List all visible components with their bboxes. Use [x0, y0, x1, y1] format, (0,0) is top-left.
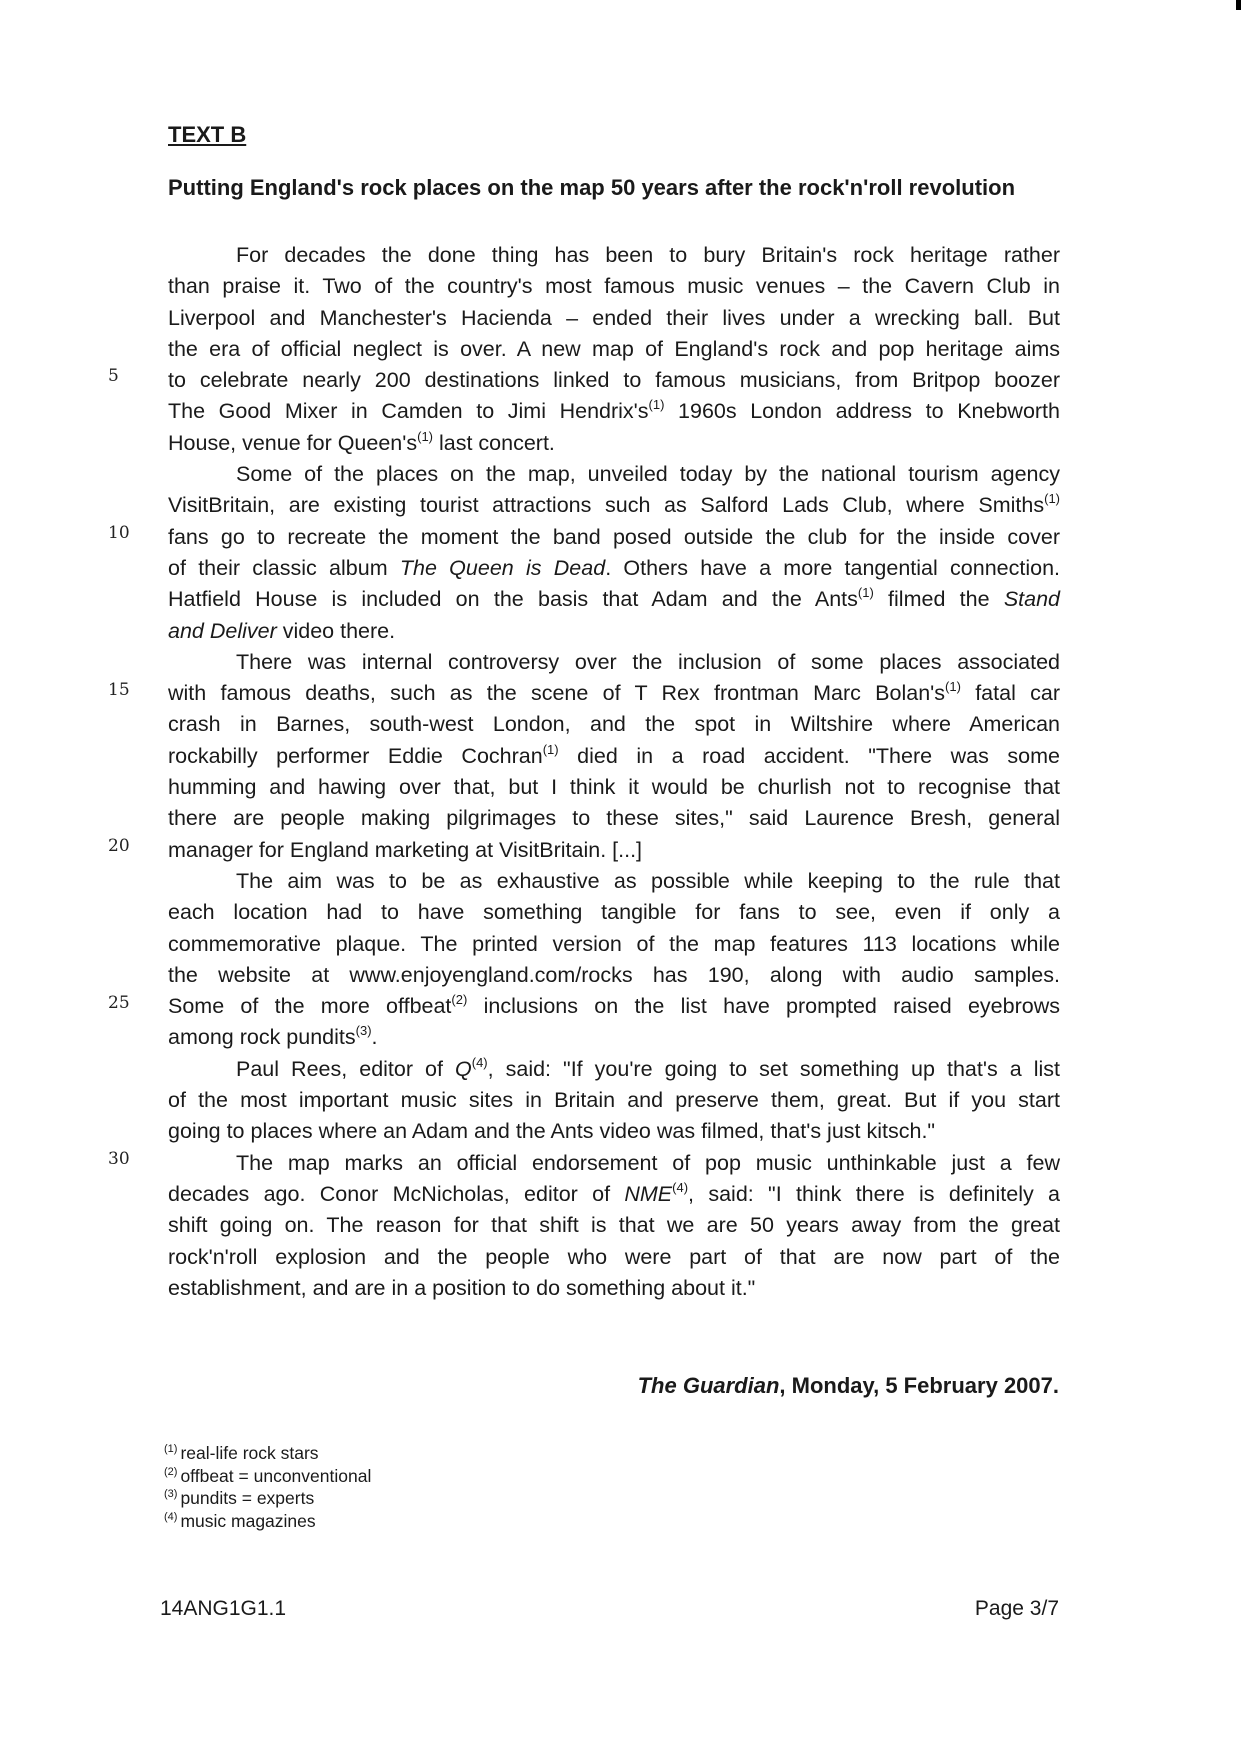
text-line: Liverpool and Manchester's Hacienda – ended their lives under a wrecking ball. But — [168, 305, 1060, 330]
footnote-ref: (2) — [451, 992, 468, 1008]
line-number: 20 — [108, 836, 130, 856]
text-line: among rock pundits$^{(3)}$. — [168, 1023, 378, 1050]
article-body — [168, 240, 1060, 1304]
section-heading: TEXT B — [168, 122, 247, 147]
footnote-ref: (4) — [471, 1054, 488, 1070]
publication-name: The Guardian — [637, 1373, 780, 1398]
page-number: Page 3/7 — [974, 1597, 1059, 1620]
footnote-ref: (3) — [355, 1023, 372, 1039]
text-line: fans go to recreate the moment the band posed outside the club for the inside cover — [168, 524, 1060, 549]
text-line: House, venue for $Queen's^{(1)}$ last concert. — [168, 428, 555, 455]
text-line: rockabilly performer Eddie Cochran$^{(1)}$ died in a road accident. "There was some — [168, 741, 1060, 768]
footnote-ref: (1) — [1044, 491, 1060, 507]
publication-date: , Monday, 5 February 2007. — [779, 1373, 1059, 1398]
text-line: each location had to have something tangible for fans to see, even if only a — [168, 900, 1060, 925]
text-line: The map marks an official endorsement of pop music unthinkable just a few — [236, 1150, 1060, 1175]
text-line: VisitBritain, are existing tourist attractions such as Salford Lads Club, where Smiths$^{(1)}$ — [168, 491, 1060, 518]
text-line: with famous deaths, such as the scene of T Rex frontman Marc $Bolan's^{(1)}$ fatal car — [168, 679, 1060, 706]
text-line: Paul Rees, editor of $Q^{(4)}$, said: "If you're going to set something up that's a list — [236, 1054, 1060, 1081]
text-line: decades ago. Conor McNicholas, editor of NME$^{(4)}$, said: "I think there is definitely a — [168, 1179, 1060, 1206]
footnotes — [164, 1442, 371, 1532]
scan-mark — [1236, 0, 1241, 10]
text-line: For decades the done thing has been to bury Britain's rock heritage rather — [236, 243, 1060, 267]
text-line: Hatfield House is included on the basis that Adam and the Ants$^{(1)}$ filmed the Stand — [168, 585, 1060, 612]
text-line: Some of the more offbeat$^{(2)}$ inclusions on the list have prompted raised eyebrows — [168, 992, 1060, 1019]
footnote-ref: (1) — [648, 397, 665, 413]
text-line: crash in Barnes, south-west London, and the spot in Wiltshire where American — [168, 712, 1060, 737]
text-line: The aim was to be as exhaustive as possible while keeping to the rule that — [236, 868, 1060, 893]
line-number: 10 — [108, 523, 130, 543]
footnote: $^{(4)}$ music magazines — [164, 1510, 316, 1531]
footnote-ref: (4) — [672, 1179, 689, 1195]
text-line: rock'n'roll explosion and the people who were part of that are now part of the — [168, 1244, 1060, 1269]
text-line: establishment, and are in a position to do something about it." — [168, 1275, 756, 1300]
text-line: of their classic album The Queen is Dead. Others have a more tangential connection. — [168, 555, 1061, 580]
line-number: 30 — [108, 1149, 130, 1169]
footnote-ref: (1) — [542, 741, 559, 757]
text-line: Some of the places on the map, unveiled today by the national tourism agency — [236, 462, 1060, 487]
text-line: and Deliver video there. — [168, 618, 396, 643]
text-line: shift going on. The reason for that shift is that we are 50 years away from the great — [168, 1213, 1060, 1238]
text-line: the era of official neglect is over. A new map of England's rock and pop heritage aims — [168, 336, 1060, 361]
text-line: there are people making pilgrimages to these sites," said Laurence Bresh, general — [168, 806, 1060, 831]
line-number: 5 — [108, 366, 119, 386]
text-line: manager for England marketing at VisitBritain. [...] — [168, 837, 643, 862]
text-line: than praise it. Two of the country's most famous music venues – the Cavern Club in — [168, 274, 1060, 299]
footnote-ref: (1) — [857, 585, 874, 601]
article-title: Putting England's rock places on the map 50 years after the rock'n'roll revolution — [168, 175, 1016, 200]
text-line: commemorative plaque. The printed version of the map features 113 locations while — [168, 931, 1060, 956]
source-citation — [638, 1373, 1059, 1399]
footnote: $^{(2)}$ offbeat = unconventional — [164, 1465, 372, 1486]
footnote-ref: (1) — [945, 679, 961, 695]
text-line: There was internal controversy over the inclusion of some places associated — [236, 649, 1060, 674]
text-line: the website at www.enjoyengland.com/rocks has 190, along with audio samples. — [168, 962, 1060, 987]
footnote: $^{(1)}$ real-life rock stars — [164, 1443, 319, 1463]
text-line: going to places where an Adam and the Ants video was filmed, that's just kitsch." — [168, 1119, 936, 1144]
text-line: to celebrate nearly 200 destinations linked to famous musicians, from Britpop boozer — [168, 368, 1060, 393]
text-line: humming and hawing over that, but I think it would be churlish not to recognise that — [168, 775, 1060, 800]
document-code: 14ANG1G1.1 — [160, 1597, 287, 1620]
line-number: 25 — [108, 993, 130, 1013]
footnote-ref: (1) — [417, 428, 434, 444]
text-line: The Good Mixer in Camden to Jimi $Hendrix's^{(1)}$ 1960s London address to Knebworth — [168, 397, 1060, 424]
footnote: $^{(3)}$ pundits = experts — [164, 1488, 315, 1508]
line-number: 15 — [108, 680, 130, 700]
text-line: of the most important music sites in Britain and preserve them, great. But if you start — [168, 1088, 1060, 1113]
